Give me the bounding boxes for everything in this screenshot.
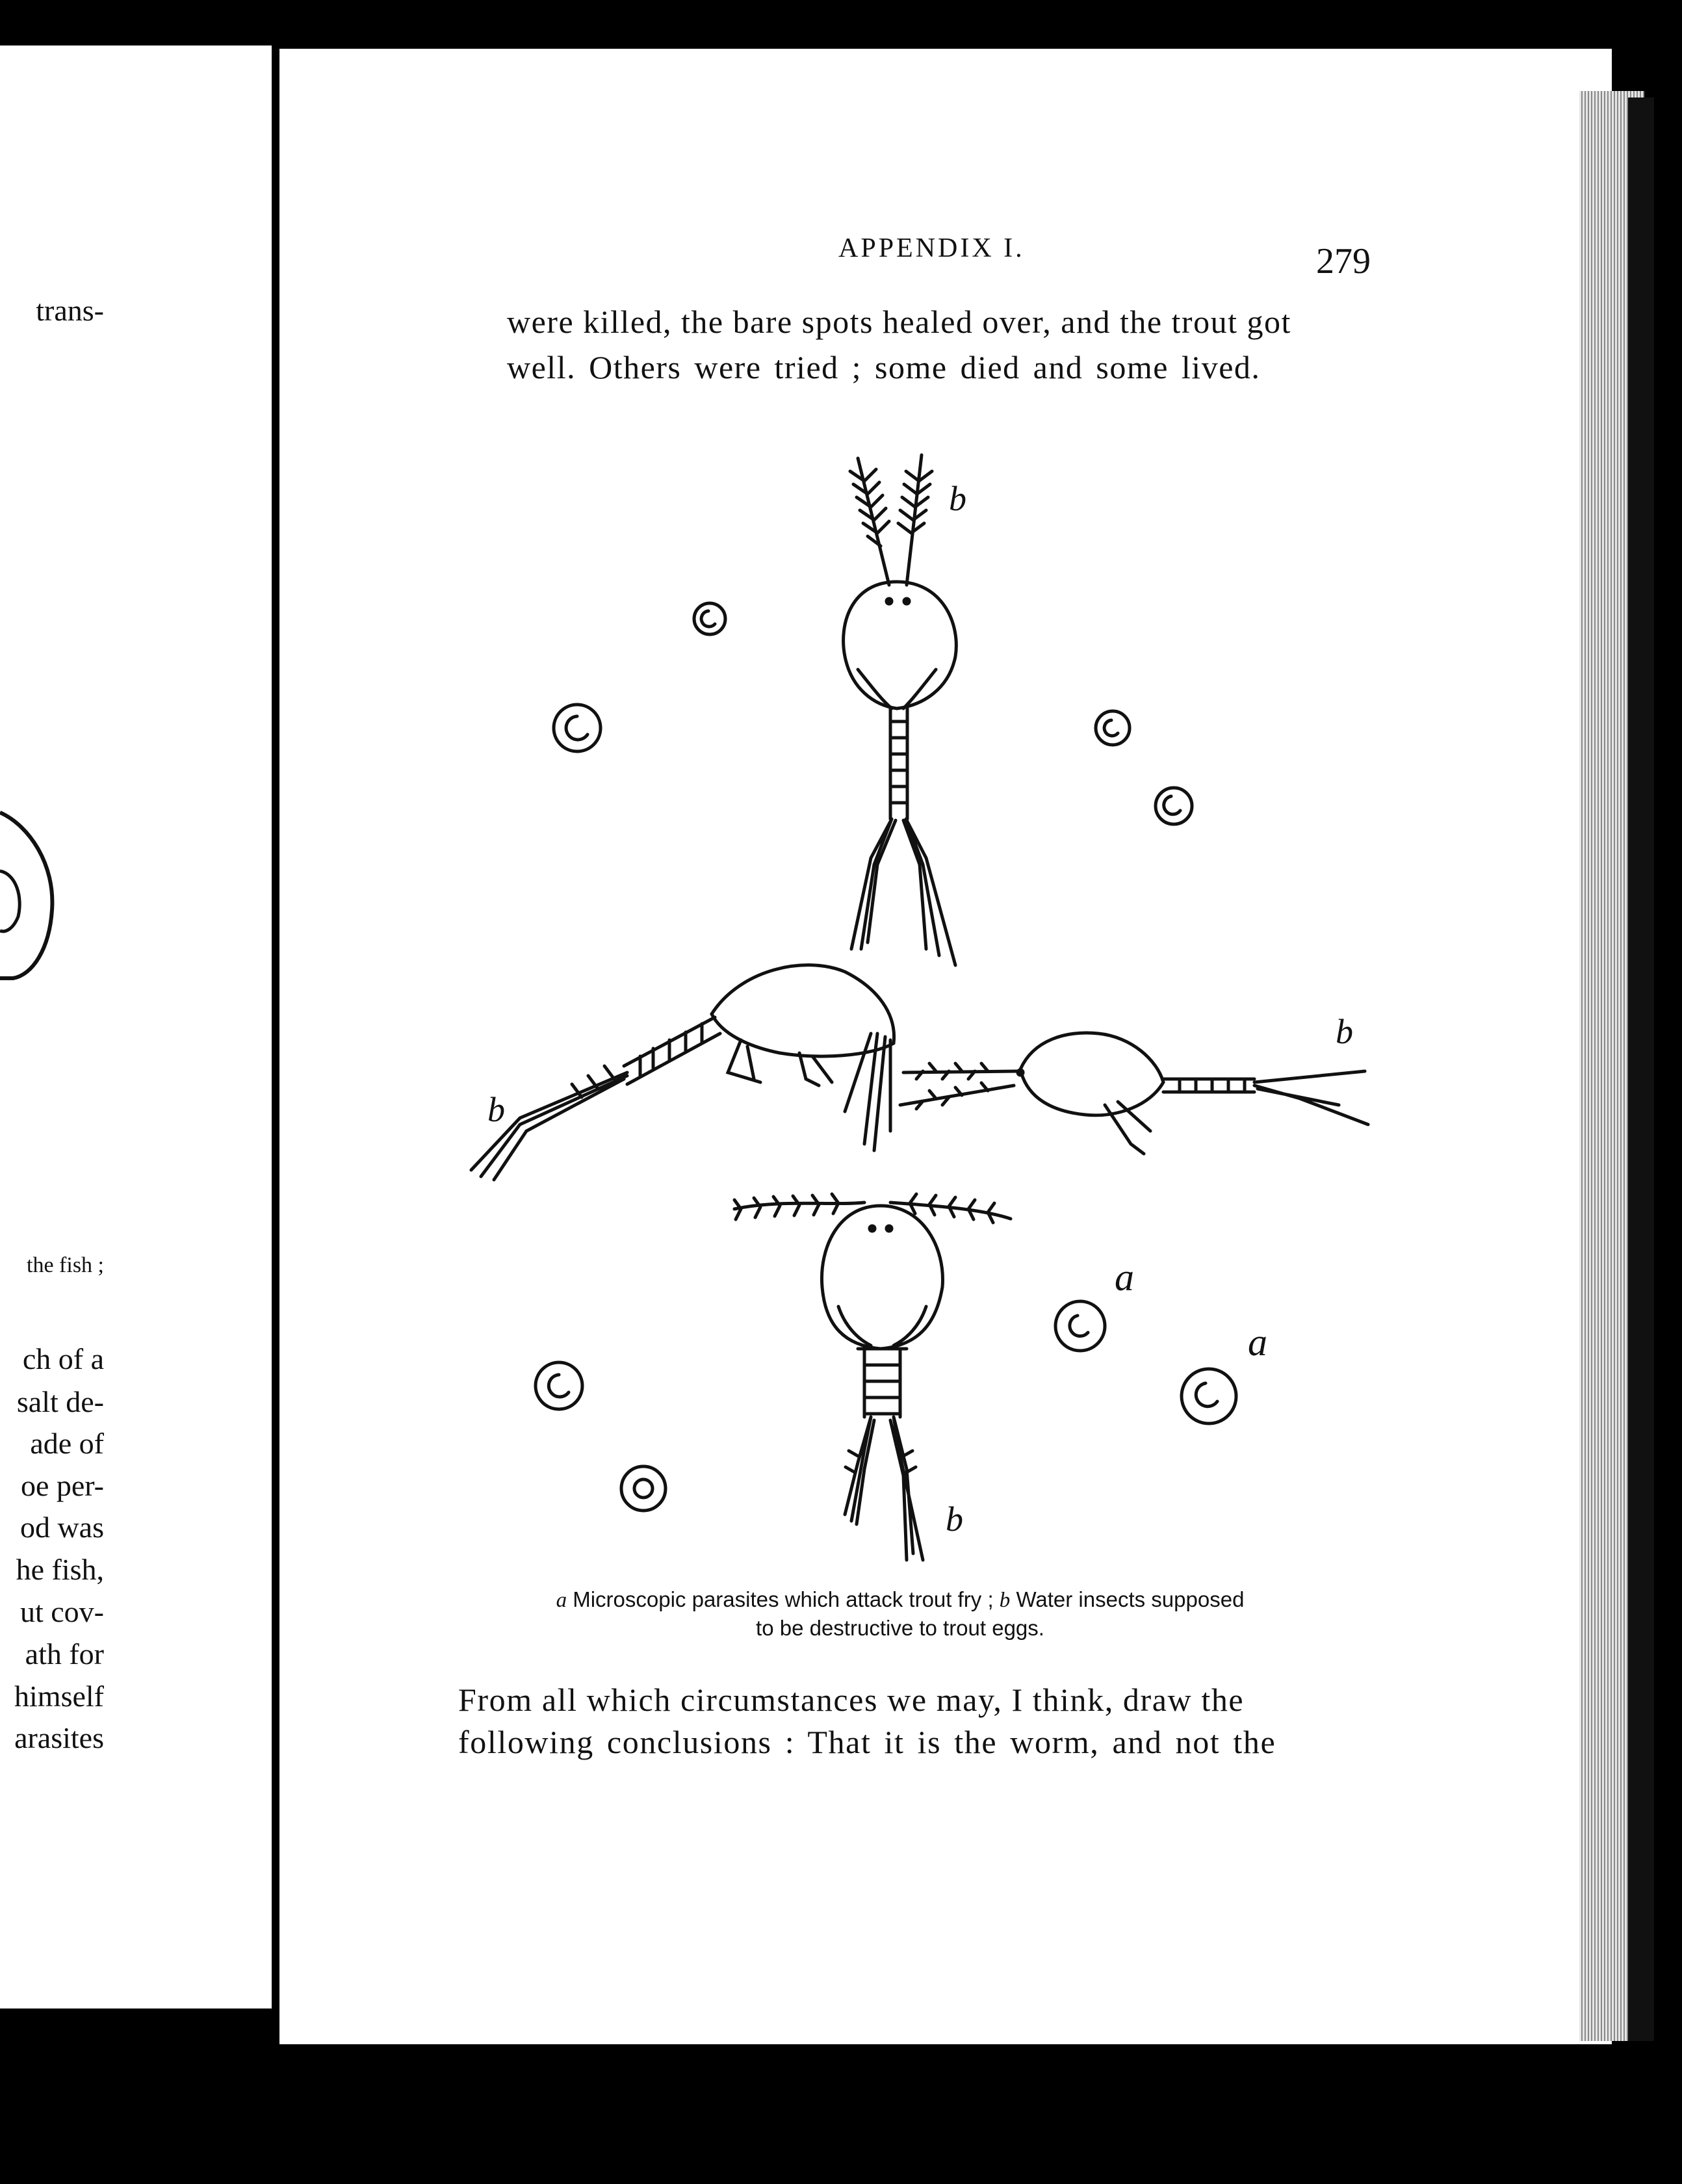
figure-label-a: a xyxy=(1115,1256,1134,1299)
caption-marker-b: b xyxy=(999,1589,1011,1612)
caption-a-text: Microscopic parasites which attack trout fry ; xyxy=(573,1587,994,1611)
left-fragment: ade of xyxy=(30,1427,104,1460)
figure-label-b: b xyxy=(946,1500,963,1539)
figure-label-b: b xyxy=(487,1090,505,1129)
left-fragment: the fish ; xyxy=(27,1253,104,1277)
figure-label-a: a xyxy=(1248,1321,1267,1364)
left-fragment: ch of a xyxy=(22,1342,104,1375)
paragraph-line: From all which circumstances we may, I think, draw the xyxy=(458,1682,1245,1718)
left-fragment: trans- xyxy=(36,294,104,327)
water-insect-middle-left xyxy=(471,965,894,1180)
figure-caption xyxy=(481,1586,1319,1643)
left-fragment: he fish, xyxy=(16,1553,104,1586)
left-fragment: od was xyxy=(19,1511,104,1544)
left-fragment: himself xyxy=(14,1680,104,1713)
figure-label-b: b xyxy=(1336,1012,1353,1051)
caption-marker-a: a xyxy=(556,1589,567,1612)
water-insect-top xyxy=(844,455,957,965)
figure-label-b: b xyxy=(949,479,966,518)
left-fragment: ath for xyxy=(25,1637,104,1670)
water-insect-bottom xyxy=(734,1194,1011,1560)
left-fragment: salt de- xyxy=(16,1385,104,1418)
page-number: 279 xyxy=(1316,241,1371,281)
water-insect-middle-right xyxy=(900,1033,1368,1154)
running-header: APPENDIX I. xyxy=(838,233,1025,263)
left-fragment: arasites xyxy=(14,1721,104,1754)
left-fragment: oe per- xyxy=(20,1469,104,1502)
left-fragment: ut cov- xyxy=(19,1595,104,1628)
paragraph-line: well. Others were tried ; some died and some lived. xyxy=(507,349,1261,385)
caption-line2: to be destructive to trout eggs. xyxy=(756,1615,1044,1640)
paragraph-line: were killed, the bare spots healed over, and the trout got xyxy=(507,304,1291,340)
paragraph-line: following conclusions : That it is the worm, and not the xyxy=(458,1724,1276,1760)
caption-b-text: Water insects supposed xyxy=(1016,1587,1245,1611)
